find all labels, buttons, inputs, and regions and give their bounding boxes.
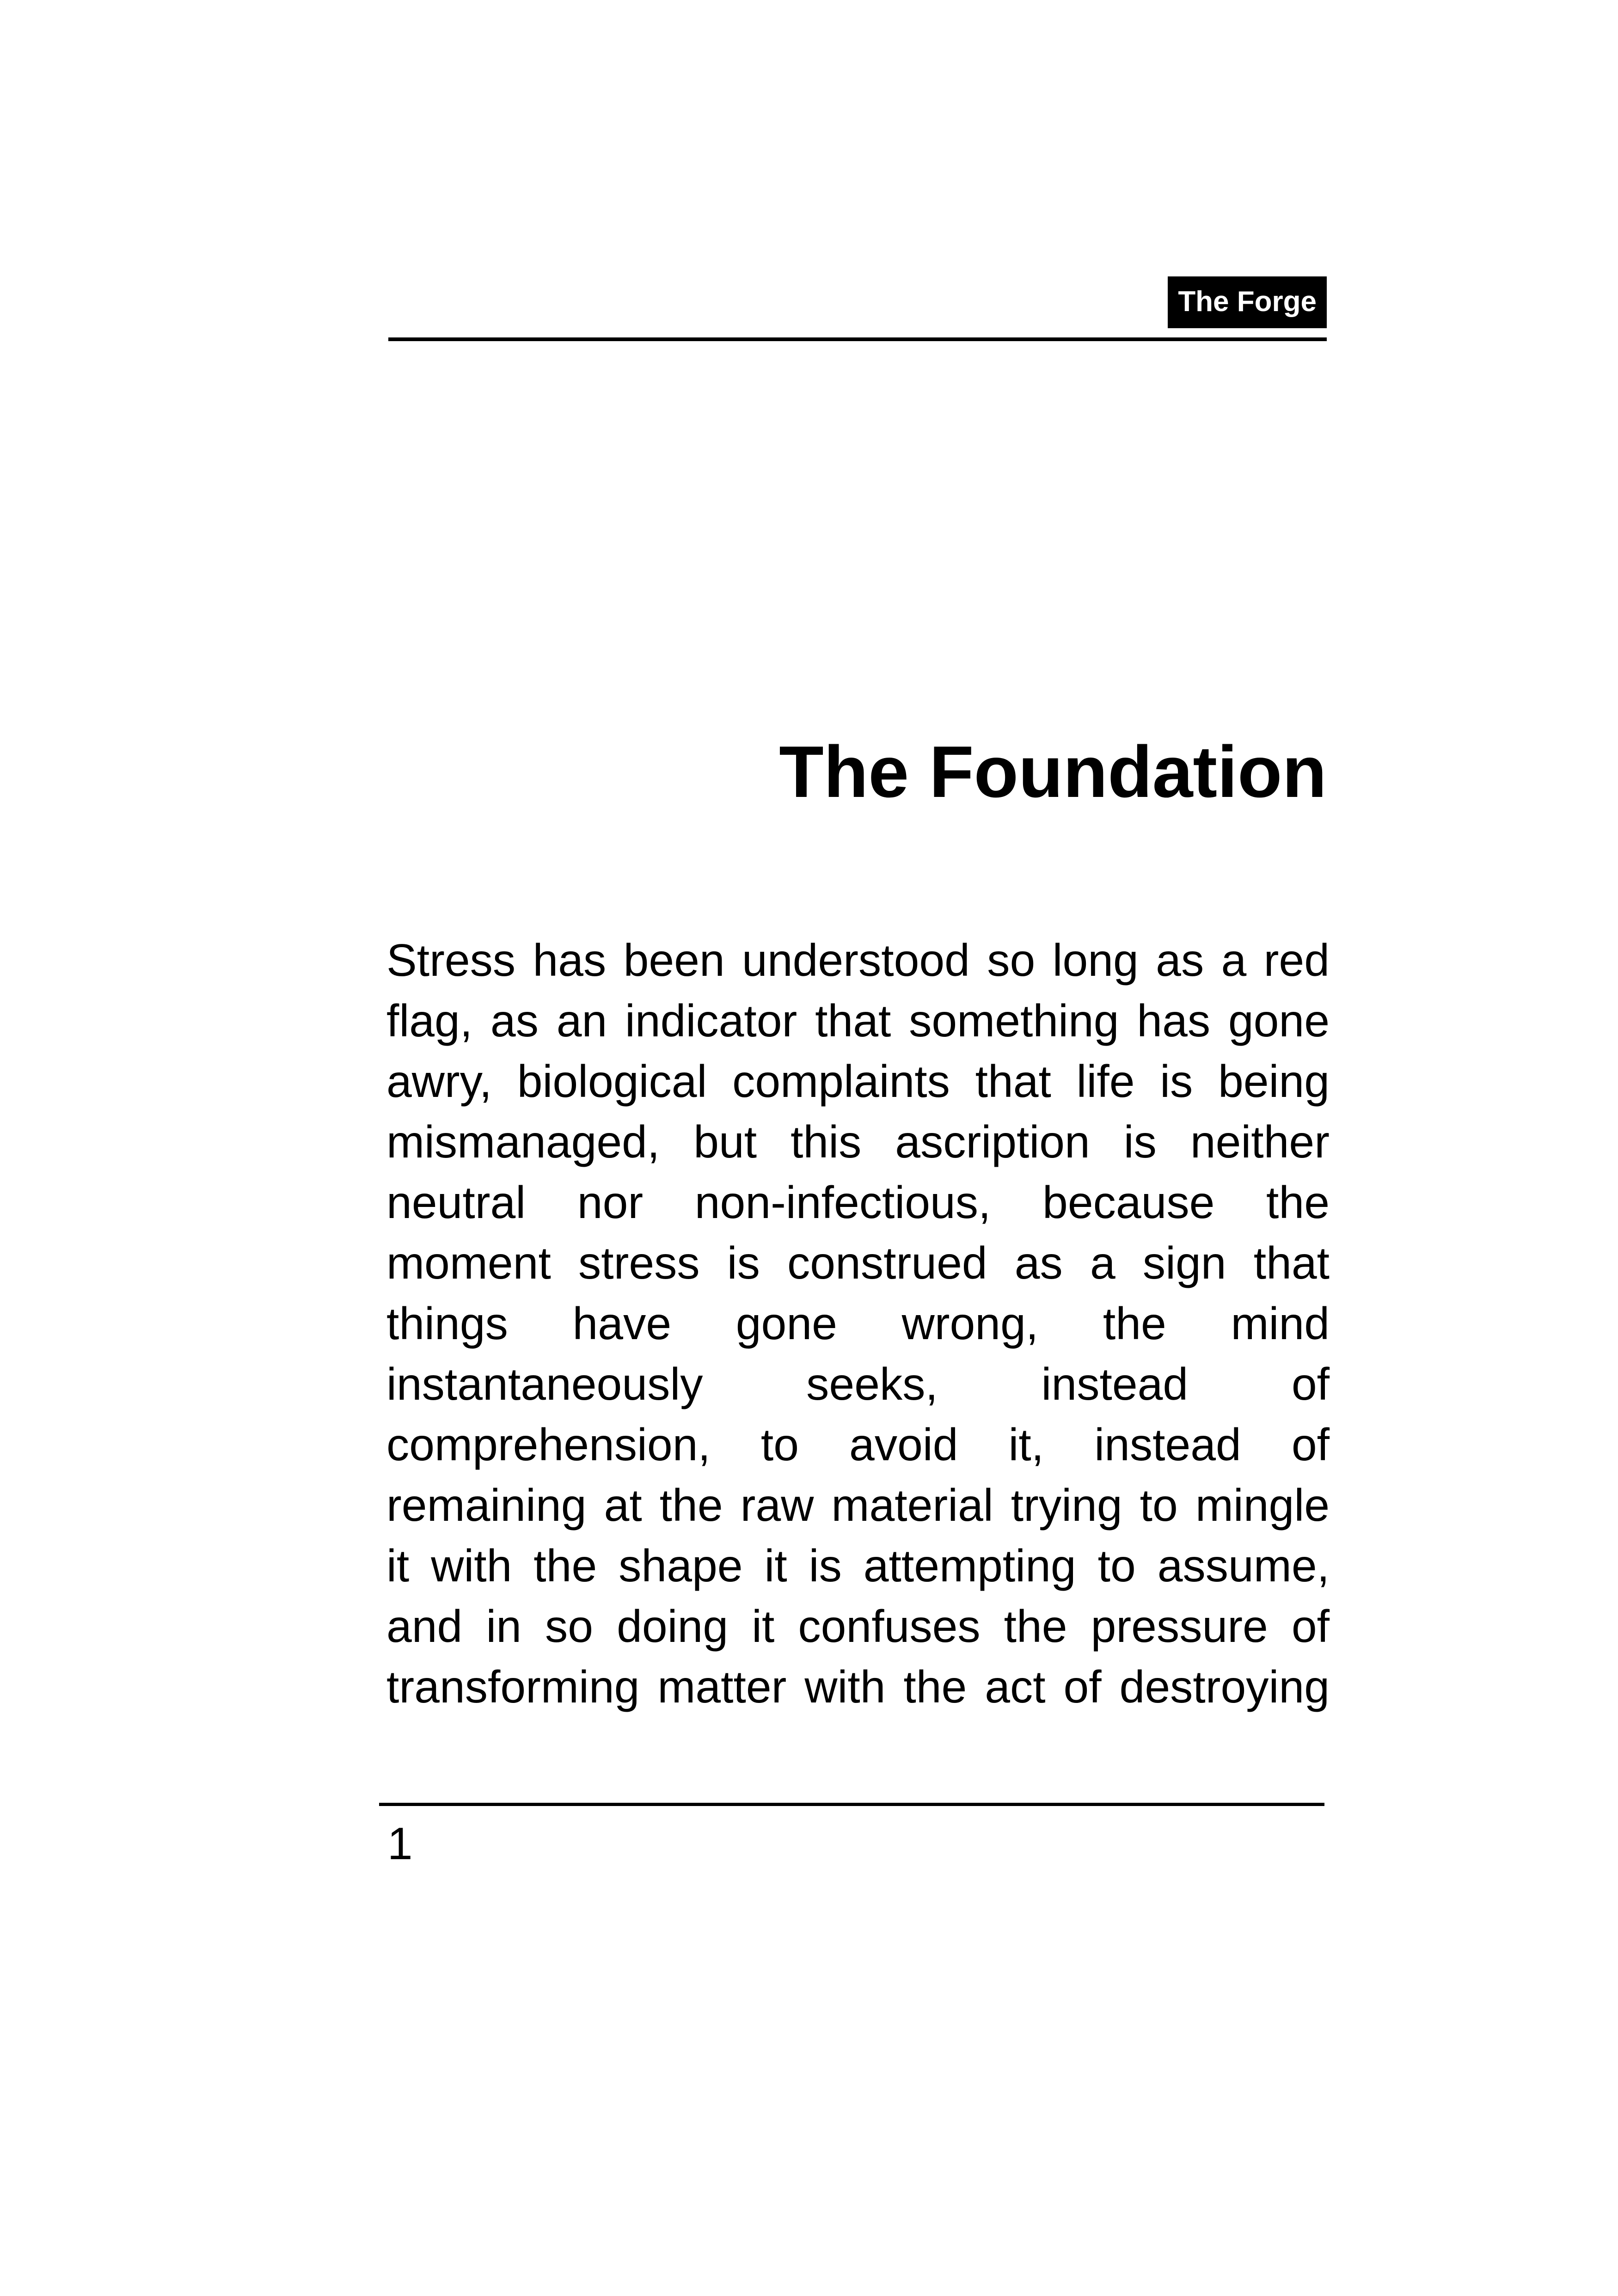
running-title-badge: The Forge bbox=[1168, 276, 1327, 328]
header-rule bbox=[388, 337, 1327, 341]
page-number: 1 bbox=[387, 1818, 413, 1869]
footer-rule bbox=[379, 1803, 1324, 1806]
body-paragraph: Stress has been understood so long as a red flag, as an indicator that something has gone awry, biological complaints that life is being mismanaged, but this ascription is neither neutral nor non-infectious, because the moment stress is construed as a sign that things have gone wrong, the mind instantaneously seeks, instead of comprehension, to avoid it, instead of remaining at the raw material trying to mingle it with the shape it is attempting to assume, and in so doing it confuses the pressure of transforming matter with the act of destroying bbox=[386, 935, 1330, 1712]
running-header bbox=[388, 276, 1327, 342]
chapter-title: The Foundation bbox=[779, 731, 1327, 813]
